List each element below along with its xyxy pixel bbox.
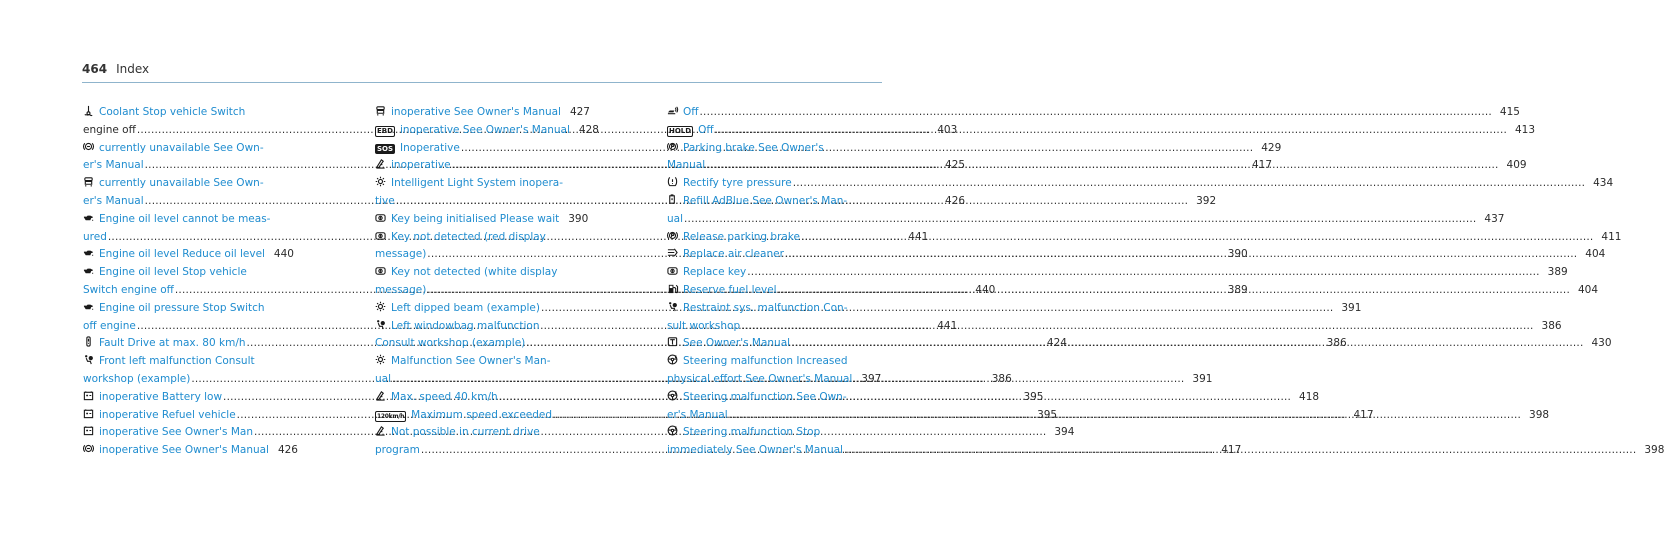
sos-icon: SOS (377, 144, 394, 153)
fuel-icon (667, 283, 678, 294)
page-reference: 398 (1644, 444, 1664, 457)
page-reference: 409 (1506, 159, 1527, 172)
light-icon (375, 301, 386, 312)
leader-dots (844, 442, 1636, 460)
hold-icon: HOLD (669, 126, 692, 135)
entry-text-continued[interactable]: ual (667, 212, 684, 225)
entry-text[interactable]: Intelligent Light System inopera- (391, 177, 564, 190)
parking-brake-icon (667, 230, 678, 241)
index-entry[interactable] (83, 246, 293, 264)
leader-dots (499, 389, 1291, 407)
steering-assist-icon (375, 425, 386, 436)
page-header (82, 62, 149, 82)
page-reference: 430 (1591, 337, 1612, 350)
header-rule (82, 82, 882, 83)
key-icon (667, 265, 678, 276)
leader-dots (791, 335, 1583, 353)
entry-text-continued[interactable]: tive (375, 194, 395, 207)
steering-wheel-icon (667, 354, 678, 365)
entry-text[interactable]: currently unavailable See Own- (99, 141, 264, 154)
entry-text-continued: engine off (83, 123, 136, 136)
index-entry[interactable] (667, 264, 1568, 282)
leader-dots (793, 175, 1585, 193)
entry-text[interactable]: Release parking brake (683, 230, 801, 243)
page-reference: 426 (277, 444, 298, 457)
battery-icon (83, 390, 94, 401)
parking-brake-icon (667, 141, 678, 152)
entry-text[interactable]: Front left malfunction Consult (99, 355, 255, 368)
page-reference: 394 (1054, 426, 1075, 439)
parking-sensor-icon (667, 105, 678, 116)
entry-text-continued[interactable]: er's Manual (667, 408, 728, 421)
leader-dots (741, 318, 1533, 336)
entry-text[interactable]: Rectify tyre pressure (683, 177, 792, 190)
entry-text[interactable]: Reserve fuel level (683, 283, 777, 296)
entry-text-continued[interactable]: physical effort See Owner's Manual (667, 372, 853, 385)
entry-text[interactable]: Off (683, 106, 699, 118)
page-reference: 398 (1529, 408, 1550, 421)
entry-text[interactable]: currently unavailable See Own- (99, 177, 264, 190)
page-reference: 415 (1499, 106, 1520, 118)
index-entry[interactable] (667, 175, 1614, 193)
entry-text[interactable]: Not possible in current drive (391, 426, 540, 439)
entry-text[interactable]: Maximum speed exceeded (411, 408, 553, 421)
page-reference: 390 (568, 212, 589, 225)
key-icon (375, 230, 386, 241)
entry-text-continued[interactable]: ual (375, 372, 392, 385)
page-reference: 441 (908, 230, 929, 243)
page-reference: 437 (1484, 212, 1505, 225)
entry-text-continued[interactable]: off engine (83, 319, 136, 332)
steering-assist-icon (375, 390, 386, 401)
entry-text[interactable]: inoperative See Owner's Man (99, 426, 253, 439)
page-reference: 425 (945, 159, 966, 172)
page-reference: 440 (975, 283, 996, 296)
entry-text[interactable]: Engine oil pressure Stop Switch (99, 301, 265, 314)
page-reference: 426 (945, 194, 966, 207)
page-number: 464 (82, 62, 108, 76)
light-icon (375, 176, 386, 187)
entry-text-continued[interactable]: Switch engine off (83, 283, 174, 296)
page-reference: 395 (1023, 390, 1044, 403)
page-reference: 424 (1046, 337, 1067, 350)
entry-text[interactable]: Left dipped beam (example) (391, 301, 540, 314)
entry-text[interactable]: Steering malfunction Increased (683, 355, 848, 368)
entry-text[interactable]: inoperative See Owner's Manual (399, 123, 570, 136)
page-reference: 386 (991, 372, 1012, 385)
page-reference: 389 (1227, 283, 1248, 296)
entry-text[interactable]: Key not detected (red display (391, 230, 546, 243)
page-reference: 427 (569, 106, 590, 118)
entry-text-continued[interactable]: program (375, 444, 420, 457)
page-reference: 429 (1261, 141, 1282, 154)
leader-dots (684, 211, 1476, 229)
ebd-icon: EBD (377, 126, 393, 135)
entry-text[interactable]: Malfunction See Owner's Man- (391, 355, 551, 368)
steering-assist-icon (375, 158, 386, 169)
entry-text[interactable]: inoperative Battery low (99, 390, 223, 403)
entry-text-continued[interactable]: Manual (667, 159, 706, 172)
battery-icon (83, 425, 94, 436)
page-reference: 391 (1341, 301, 1362, 314)
entry-text[interactable]: Left windowbag malfunction (391, 319, 540, 332)
index-entry[interactable] (375, 104, 590, 122)
gear-window-icon (667, 336, 678, 347)
page-reference: 395 (1037, 408, 1058, 421)
air-cleaner-icon (667, 247, 678, 258)
leader-dots (801, 229, 1593, 247)
entry-text[interactable]: Engine oil level Stop vehicle (99, 266, 247, 279)
page-reference: 397 (861, 372, 882, 385)
oil-can-icon (83, 265, 94, 276)
index-entry[interactable] (375, 211, 589, 229)
brake-warning-icon (83, 443, 94, 454)
brake-warning-icon (83, 141, 94, 152)
entry-text-continued[interactable]: workshop (example) (83, 372, 191, 385)
leader-dots (706, 157, 1498, 175)
page-reference: 417 (1353, 408, 1374, 421)
steering-wheel-icon (667, 425, 678, 436)
entry-text[interactable]: Fault Drive at max. 80 km/h (99, 337, 246, 350)
entry-text-continued[interactable]: message) (375, 283, 427, 296)
entry-text-continued[interactable]: message) (375, 248, 427, 261)
entry-text-continued[interactable]: sult workshop (667, 319, 741, 332)
entry-text[interactable]: Steering malfunction See Own- (683, 390, 847, 403)
page-reference: 389 (1547, 266, 1568, 279)
entry-text[interactable]: Engine oil level cannot be meas- (99, 212, 271, 225)
airbag-icon (83, 354, 94, 365)
oil-can-icon (83, 247, 94, 258)
coolant-icon (83, 105, 94, 116)
page-reference: 392 (1196, 194, 1217, 207)
section-title: Index (116, 62, 150, 76)
entry-text-continued[interactable]: Consult workshop (example) (375, 337, 526, 350)
entry-text[interactable]: Key not detected (white display (391, 266, 558, 279)
entry-text[interactable]: Parking brake See Owner's (683, 141, 824, 154)
oil-can-icon (83, 212, 94, 223)
entry-text[interactable]: inoperative (391, 159, 451, 172)
leader-dots (541, 300, 1333, 318)
entry-text[interactable]: Key being initialised Please wait (391, 212, 560, 225)
speed-limit-icon: 120km/h (377, 412, 405, 420)
airbag-icon (667, 301, 678, 312)
index-entry[interactable] (667, 353, 882, 389)
page-reference: 404 (1577, 283, 1599, 296)
entry-text[interactable]: Inoperative (400, 141, 460, 154)
entry-text[interactable]: Off (698, 123, 714, 136)
page-reference: 413 (1514, 123, 1536, 136)
page-reference: 391 (1192, 372, 1213, 385)
page-reference: 404 (1585, 248, 1606, 261)
page-reference: 386 (1326, 337, 1347, 350)
entry-text[interactable]: Refill AdBlue See Owner's Man- (683, 194, 848, 207)
entry-text-continued[interactable]: er's Manual (83, 159, 144, 172)
entry-text[interactable]: Restraint sys. malfunction Con- (683, 301, 848, 314)
index-entry[interactable] (375, 122, 599, 140)
entry-text-continued[interactable]: ured (83, 230, 107, 243)
key-icon (375, 212, 386, 223)
page-reference: 403 (937, 123, 958, 136)
leader-dots (785, 246, 1577, 264)
entry-text[interactable]: Replace key (683, 266, 747, 279)
adblue-icon (667, 194, 678, 205)
leader-dots (778, 282, 1570, 300)
page-reference: 440 (273, 248, 294, 261)
page-reference: 386 (1541, 319, 1562, 332)
page-reference: 418 (1299, 390, 1320, 403)
leader-dots (254, 424, 1046, 442)
leader-dots (715, 122, 1507, 140)
page-reference: 441 (937, 319, 958, 332)
drive-fault-icon (83, 336, 94, 347)
seat-icon (83, 176, 94, 187)
entry-text[interactable]: Max. speed 40 km/h (391, 390, 498, 403)
entry-text[interactable]: inoperative Refuel vehicle (99, 408, 236, 421)
page-reference: 417 (1251, 159, 1273, 172)
seat-icon (375, 105, 386, 116)
entry-text[interactable]: Steering malfunction Stop (683, 426, 821, 439)
page-reference: 411 (1601, 230, 1622, 243)
entry-text[interactable]: Engine oil level Reduce oil level (99, 248, 265, 261)
entry-text[interactable]: Replace air cleaner (683, 248, 784, 261)
entry-text[interactable]: See Owner's Manual (683, 337, 791, 350)
leader-dots (729, 407, 1521, 425)
leader-dots (700, 104, 1492, 122)
index-entry[interactable] (83, 442, 298, 460)
entry-text[interactable]: inoperative See Owner's Manual (99, 444, 269, 457)
entry-text[interactable]: inoperative See Owner's Manual (391, 106, 561, 118)
page-reference: 390 (1227, 248, 1248, 261)
entry-text-continued[interactable]: er's Manual (83, 194, 144, 207)
steering-wheel-icon (667, 390, 678, 401)
page-reference: 434 (1593, 177, 1614, 190)
entry-text[interactable]: Coolant Stop vehicle Switch (99, 106, 246, 118)
index-entry[interactable] (667, 104, 1520, 122)
leader-dots (747, 264, 1539, 282)
light-icon (375, 354, 386, 365)
entry-text-continued[interactable]: immediately See Owner's Manual (667, 444, 843, 457)
tyre-pressure-icon (667, 176, 678, 187)
battery-icon (83, 408, 94, 419)
key-icon (375, 265, 386, 276)
oil-can-icon (83, 301, 94, 312)
page-reference: 417 (1221, 444, 1242, 457)
page-reference: 428 (578, 123, 599, 136)
airbag-icon (375, 319, 386, 330)
